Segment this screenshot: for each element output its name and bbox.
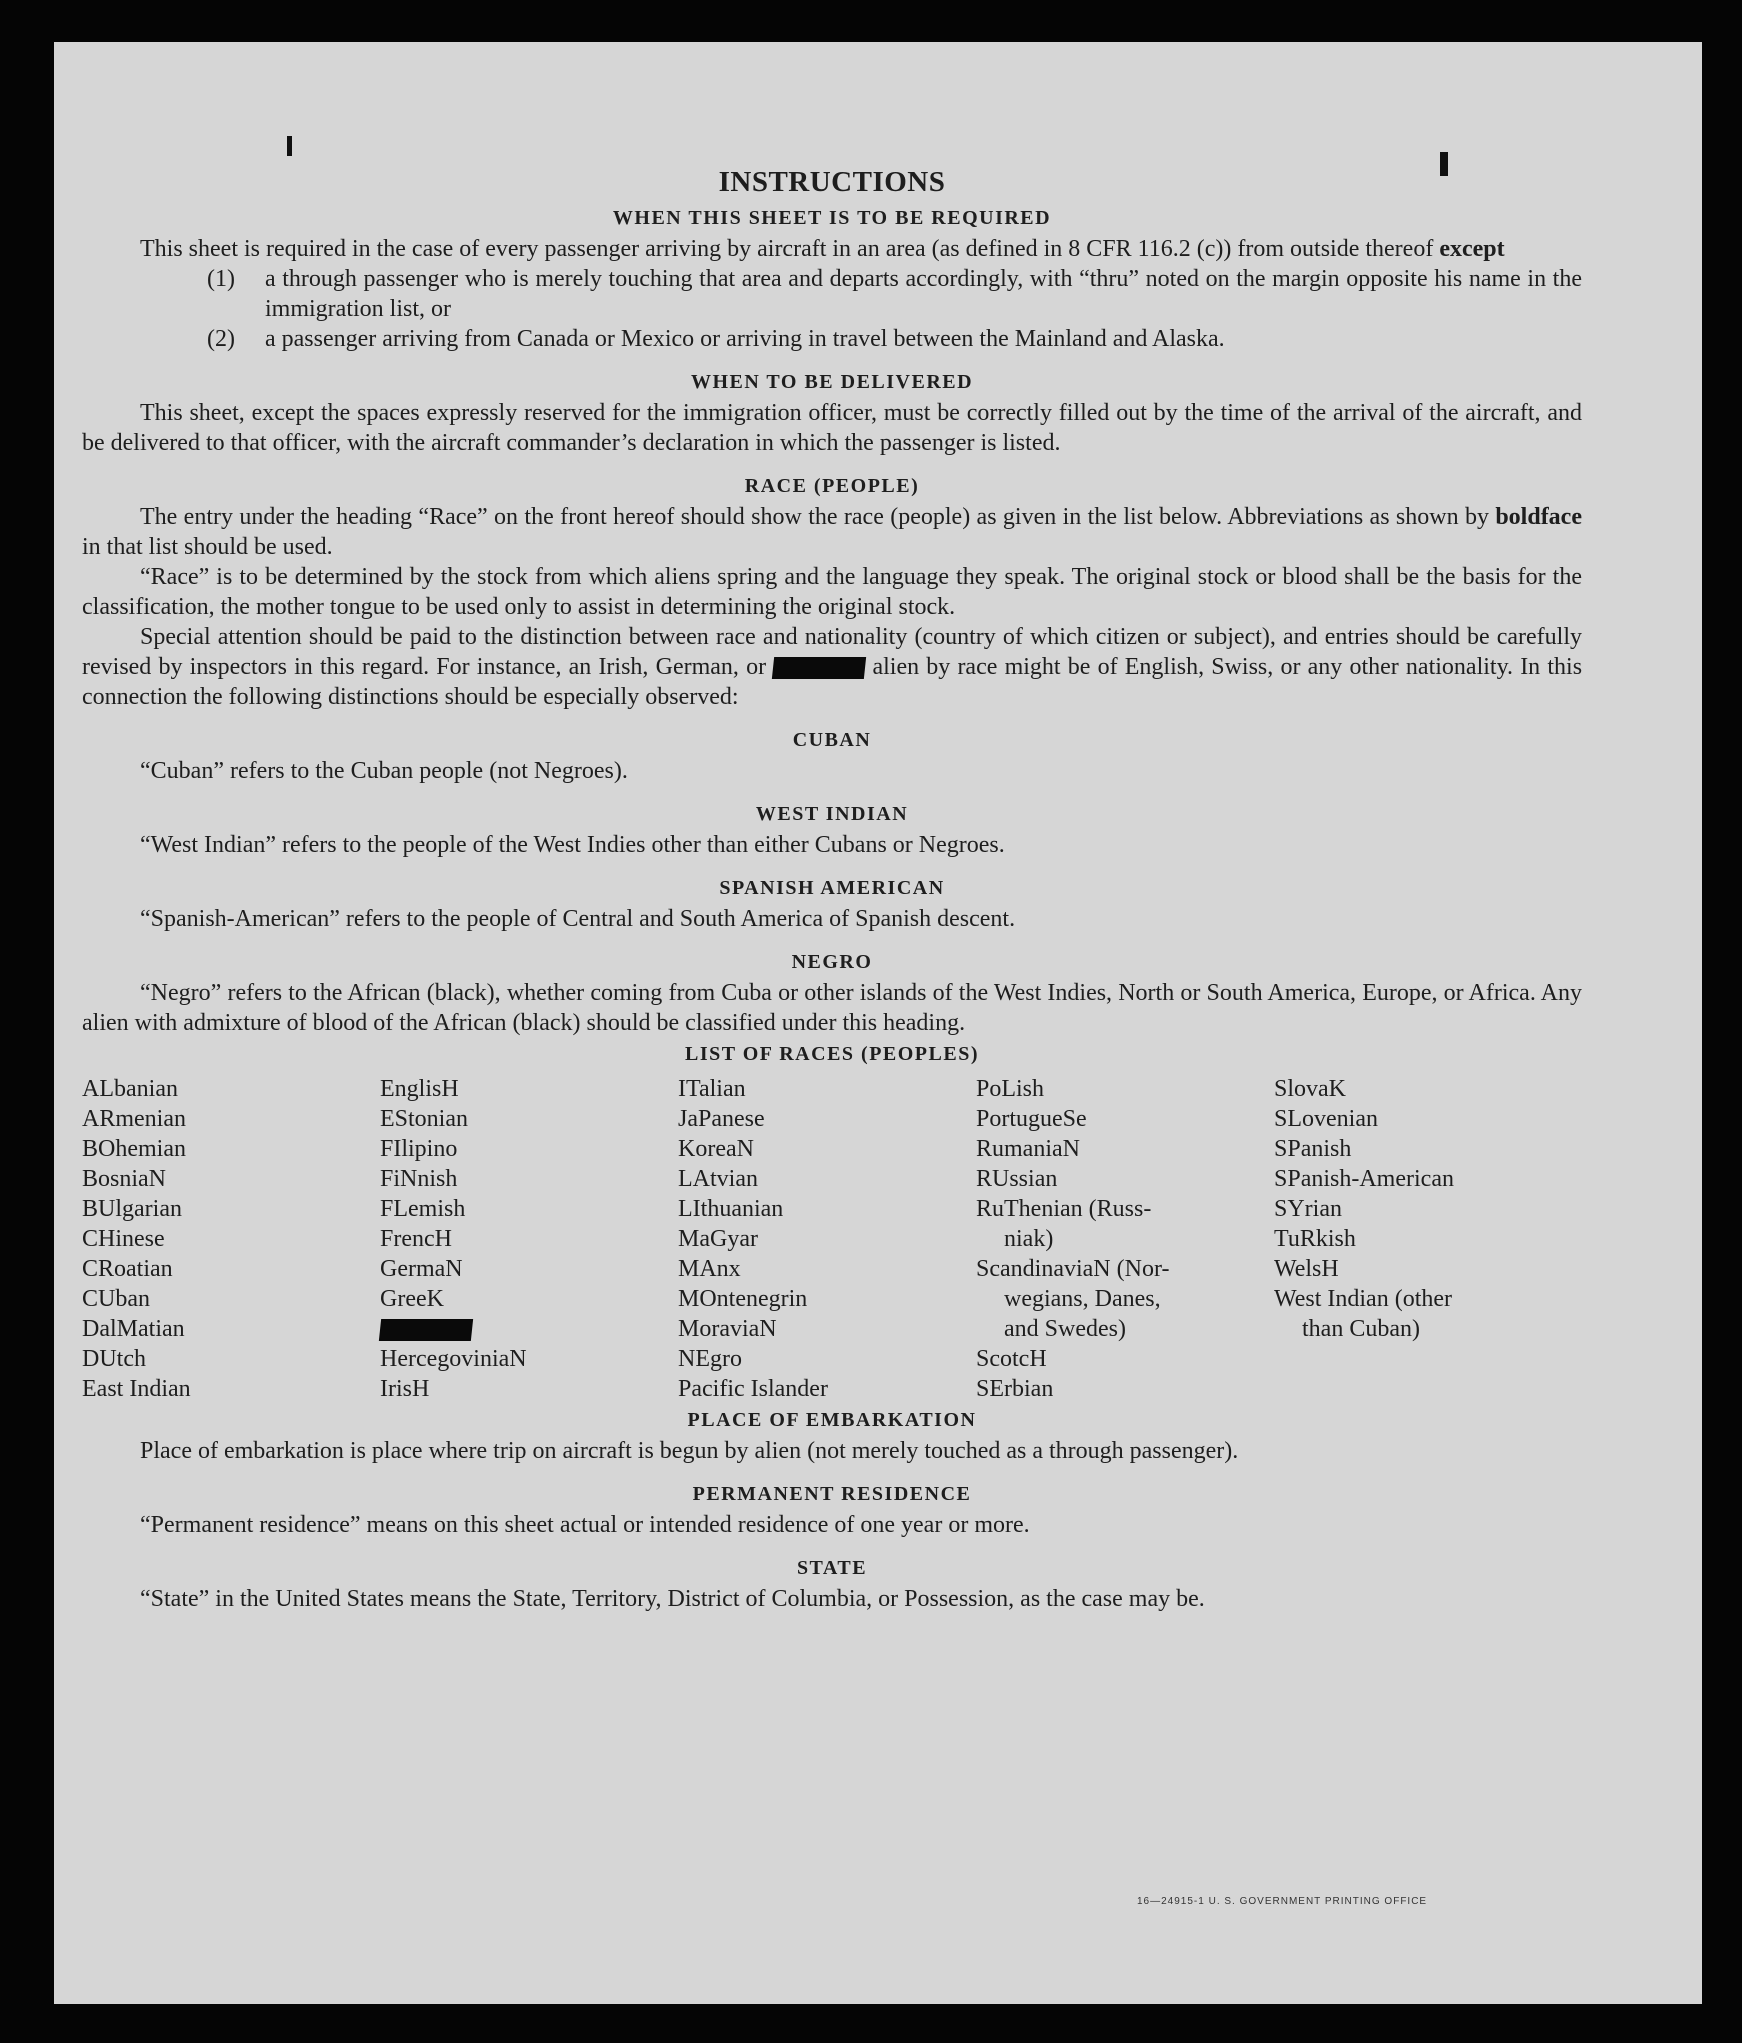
west-indian-text: “West Indian” refers to the people of the West Indies other than either Cubans or Negroes. — [140, 832, 1005, 858]
race-item: MoraviaN — [678, 1316, 777, 1342]
page-title: INSTRUCTIONS — [718, 166, 946, 198]
required-item-2 — [82, 324, 1582, 354]
heading-spanish-american: SPANISH AMERICAN — [719, 877, 945, 899]
race-item: FiNnish — [380, 1166, 458, 1192]
race-item: CRoatian — [82, 1256, 173, 1282]
negro-text: “Negro” refers to the African (black), whether coming from Cuba or other islands of the West Indies, North or South America, Europe, or Africa. Any alien with admixture of blood of the African (black) should be classified under this heading. — [82, 980, 1582, 1036]
cuban-text: “Cuban” refers to the Cuban people (not Negroes). — [140, 758, 628, 784]
race-paragraph-2: “Race” is to be determined by the stock from which aliens spring and the language they speak. The original stock or blood shall be the basis for the classification, the mother tongue to be used only to assist in determining the original stock. — [82, 564, 1582, 620]
residence-text: “Permanent residence” means on this sheet actual or intended residence of one year or more. — [140, 1512, 1030, 1538]
race-item: ALbanian — [82, 1076, 178, 1102]
race-item: ScandinaviaN (Nor- — [976, 1256, 1170, 1282]
required-item-1 — [82, 264, 1582, 324]
state-text: “State” in the United States means the State, Territory, District of Columbia, or Possession, as the case may be. — [140, 1586, 1205, 1612]
heading-residence: PERMANENT RESIDENCE — [692, 1483, 972, 1505]
item-number: (2) — [207, 326, 235, 352]
races-list — [82, 1074, 1582, 1404]
race-item-continued: wegians, Danes, — [1004, 1286, 1161, 1312]
race-item: JaPanese — [678, 1106, 765, 1132]
race-item: ITalian — [678, 1076, 746, 1102]
race-item: FLemish — [380, 1196, 466, 1222]
race-item: NEgro — [678, 1346, 742, 1372]
heading-delivered: WHEN TO BE DELIVERED — [690, 371, 974, 393]
race-item: ARmenian — [82, 1106, 186, 1132]
race-item-continued: niak) — [1004, 1226, 1054, 1252]
heading-negro: NEGRO — [791, 951, 873, 973]
printing-office-footer: 16—24915-1 U. S. GOVERNMENT PRINTING OFFICE — [1137, 1896, 1428, 1907]
race-item: West Indian (other — [1274, 1286, 1453, 1312]
race-item: MAnx — [678, 1256, 741, 1282]
instructions-content — [82, 162, 1582, 1614]
race-item: LAtvian — [678, 1166, 758, 1192]
race-item: SYrian — [1274, 1196, 1342, 1222]
race-item: GreeK — [380, 1286, 444, 1312]
race-item: DUtch — [82, 1346, 146, 1372]
race-paragraph-3: Special attention should be paid to the distinction between race and nationality (country of which citizen or subject), and entries should be carefully revised by inspectors in this regard. For instance, an Irish, German, or alien by race might be of English, Swiss, or any other nationality. In this connection the following distinctions should be especially observed: — [82, 624, 1583, 710]
race-item: RUssian — [976, 1166, 1058, 1192]
item-number: (1) — [207, 266, 235, 292]
spanish-american-text: “Spanish-American” refers to the people of Central and South America of Spanish descent. — [140, 906, 1016, 932]
race-item: SPanish-American — [1274, 1166, 1454, 1192]
document-sheet — [54, 42, 1702, 2004]
redaction-mark — [772, 657, 866, 679]
required-intro: This sheet is required in the case of every passenger arriving by aircraft in an area (as defined in 8 CFR 116.2 (c)) from outside thereof except — [140, 236, 1505, 262]
race-item: SPanish — [1274, 1136, 1352, 1162]
race-item: EStonian — [380, 1106, 468, 1132]
race-item: EnglisH — [380, 1076, 459, 1102]
race-item: PoLish — [976, 1076, 1045, 1102]
races-column-5 — [1274, 1074, 1572, 1404]
redaction-mark — [379, 1319, 473, 1341]
race-item: BUlgarian — [82, 1196, 182, 1222]
race-paragraph-1: The entry under the heading “Race” on the front hereof should show the race (people) as given in the list below. Abbreviations as shown by boldface in that list should be used. — [82, 504, 1582, 560]
heading-required: WHEN THIS SHEET IS TO BE REQUIRED — [612, 207, 1052, 229]
race-item: BosniaN — [82, 1166, 166, 1192]
race-item: East Indian — [82, 1376, 191, 1402]
race-item: RuThenian (Russ- — [976, 1196, 1152, 1222]
heading-list-of-races: LIST OF RACES (PEOPLES) — [684, 1043, 979, 1065]
race-item: FrencH — [380, 1226, 452, 1252]
race-item-continued: than Cuban) — [1302, 1316, 1420, 1342]
races-column-2 — [380, 1074, 678, 1404]
race-item-continued: and Swedes) — [1004, 1316, 1126, 1342]
item-text: a passenger arriving from Canada or Mexico or arriving in travel between the Mainland and Alaska. — [265, 326, 1225, 352]
race-item: SlovaK — [1274, 1076, 1346, 1102]
race-item: KoreaN — [678, 1136, 754, 1162]
heading-race: RACE (PEOPLE) — [744, 475, 920, 497]
race-item: SLovenian — [1274, 1106, 1378, 1132]
punch-mark-left — [287, 136, 292, 156]
races-column-4 — [976, 1074, 1274, 1404]
heading-west-indian: WEST INDIAN — [755, 803, 909, 825]
race-item: GermaN — [380, 1256, 463, 1282]
race-item: SErbian — [976, 1376, 1054, 1402]
race-item: CHinese — [82, 1226, 165, 1252]
except-word: except — [1439, 236, 1505, 262]
item-text: a through passenger who is merely touching that area and departs accordingly, with “thru” noted on the margin opposite his name in the immigration list, or — [265, 266, 1582, 322]
race-item: HercegoviniaN — [380, 1346, 527, 1372]
race-item: RumaniaN — [976, 1136, 1080, 1162]
race-item: MOntenegrin — [678, 1286, 808, 1312]
heading-state: STATE — [796, 1557, 868, 1579]
race-item: LIthuanian — [678, 1196, 784, 1222]
race-item: MaGyar — [678, 1226, 758, 1252]
race-item: DalMatian — [82, 1316, 185, 1342]
race-item: BOhemian — [82, 1136, 186, 1162]
race-item: Pacific Islander — [678, 1376, 828, 1402]
heading-cuban: CUBAN — [792, 729, 872, 751]
race-item: FIlipino — [380, 1136, 458, 1162]
races-column-1 — [82, 1074, 380, 1404]
embarkation-text: Place of embarkation is place where trip on aircraft is begun by alien (not merely touched as a through passenger). — [140, 1438, 1239, 1464]
heading-embarkation: PLACE OF EMBARKATION — [687, 1409, 977, 1431]
race-item: PortugueSe — [976, 1106, 1087, 1132]
race-item: CUban — [82, 1286, 150, 1312]
race-item: IrisH — [380, 1376, 430, 1402]
races-column-3 — [678, 1074, 976, 1404]
race-item: ScotcH — [976, 1346, 1047, 1372]
boldface-word: boldface — [1495, 504, 1582, 530]
race-item-redacted — [380, 1314, 678, 1344]
delivered-text: This sheet, except the spaces expressly reserved for the immigration officer, must be correctly filled out by the time of the arrival of the aircraft, and be delivered to that officer, with the aircraft commander’s declaration in which the passenger is listed. — [82, 400, 1582, 456]
race-item: WelsH — [1274, 1256, 1339, 1282]
race-item: TuRkish — [1274, 1226, 1356, 1252]
